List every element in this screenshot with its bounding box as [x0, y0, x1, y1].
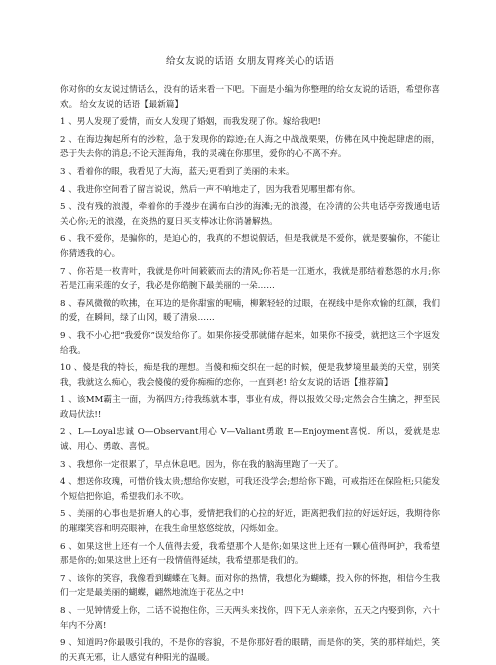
list-item: 7 、该你的笑容，我像看到蝴蝶在飞舞。面对你的热情，我想化为蝴蝶，投入你的怀抱，相信今生我们一定是最美丽的蝴蝶，翩然地流连于花丛之中! — [60, 573, 440, 599]
list-item: 3 、看着你的眼，我看见了大海，蓝天;更看到了美丽的未来。 — [60, 166, 295, 177]
list-item: 2 、L—Loyal忠诚 O—Observant用心 V—Valiant勇敢 E—Enjoyment喜悦．所以，爱就是忠诚、用心、勇敢、喜悦。 — [60, 427, 440, 453]
list-item: 4 、我进你空间看了留言说说，然后一声不响地走了，因为我看见哪里都有你。 — [60, 184, 361, 195]
list-item: 5 、美丽的心事也是折磨人的心事，爱情把我们的心拉的好近，距离把我们拉的好远好远，我期待你的璀璨笑容和明亮眼神，在我生命里悠悠绽放，闪烁如金。 — [60, 509, 440, 535]
document-title: 给女友说的话语 女朋友胃疼关心的话语 — [165, 56, 335, 67]
list-item: 9 、知道吗?你最吸引我的，不是你的容貌，不是你那好看的眼睛，而是你的笑，笑的那样灿烂，笑的天真无邪，让人感觉有种阳光的温暖。 — [60, 638, 440, 663]
list-item: 9 、我不小心把“我爱你”误发给你了。如果你接受那就储存起来，如果你不接受，就把这三个字返发给我。 — [60, 330, 440, 356]
list-item: 6 、如果这世上还有一个人值得去爱，我希望那个人是你;如果这世上还有一颗心值得呵护，我希望那是你的;如果这世上还有一段情值得延续，我希望那是我们的。 — [60, 541, 440, 567]
intro-paragraph: 你对你的女友说过情话么，没有的话来看一下吧。下面是小编为你整理的给女友说的话语，希望你喜欢。 给女友说的话语【最新篇】 — [60, 85, 440, 110]
list-item: 7 、你若是一枚青叶，我就是你叶间簌簌而去的清风;你若是一江逝水，我就是那结着愁怨的水月;你若是江南采莲的女子，我必是你皓腕下最美丽的一朵…… — [60, 266, 440, 292]
list-item: 8 、春风微微的吹拂，在耳边的是你甜蜜的呢喃，柳絮轻轻的过眼，在视线中是你欢愉的红颜，我们的爱，在瞬间，绿了山冈，暖了清泉…… — [60, 298, 440, 324]
list-item: 4 、想送你玫瑰，可惜价钱太贵;想给你安慰，可我还没学会;想给你下跪，可戒指还在保险柜;只能发个短信把你追，希望我们永不吹。 — [60, 477, 440, 502]
list-item: 5 、没有残的浪漫，牵着你的手漫步在满布白沙的海滩;无的浪漫，在冷清的公共电话亭旁拨通电话关心你;无的浪漫，在炎热的夏日买支棒冰让你消暑解热。 — [60, 202, 440, 227]
list-item: 3 、我想你一定很累了，早点休息吧。因为，你在我的脑海里跑了一天了。 — [60, 459, 344, 470]
list-item: 1 、该MM霸主一面，为祸四方;待我练就本事，事业有成，得以报效父母;定然会合生擒之，押至民政局伏法!! — [60, 395, 440, 420]
list-item: 10 、傻是我的特长，痴是我的理想。当傻和痴交织在一起的时候，便是我梦境里最美的天堂，别笑我，我就这么痴心，我会傻傻的爱你痴痴的恋你，一直到老! 给女友说的话语【推荐篇】 — [60, 363, 440, 388]
list-item: 6 、我不爱你，是骗你的，是迫心的，我真的不想说假话，但是我就是不爱你，就是要骗你，不能让你猜透我的心。 — [60, 234, 440, 259]
document-body — [60, 83, 440, 665]
list-item: 1 、男人发现了爱情，而女人发现了婚姻，而我发现了你。嫁给我吧! — [60, 117, 321, 128]
list-item: 2 、在海边掬起所有的沙粒，急于发现你的踪迹;在人海之中战战栗栗，仿佛在风中挽起肆虐的雨，恐于失去你的消息;不论天涯海角，我的灵魂在你那里，爱你的心不离不弃。 — [60, 134, 440, 160]
list-item: 8 、一见钟情爱上你，二话不说抱住你，三天两头来找你，四下无人亲亲你，五天之内娶到你，六十年内不分离! — [60, 606, 440, 631]
